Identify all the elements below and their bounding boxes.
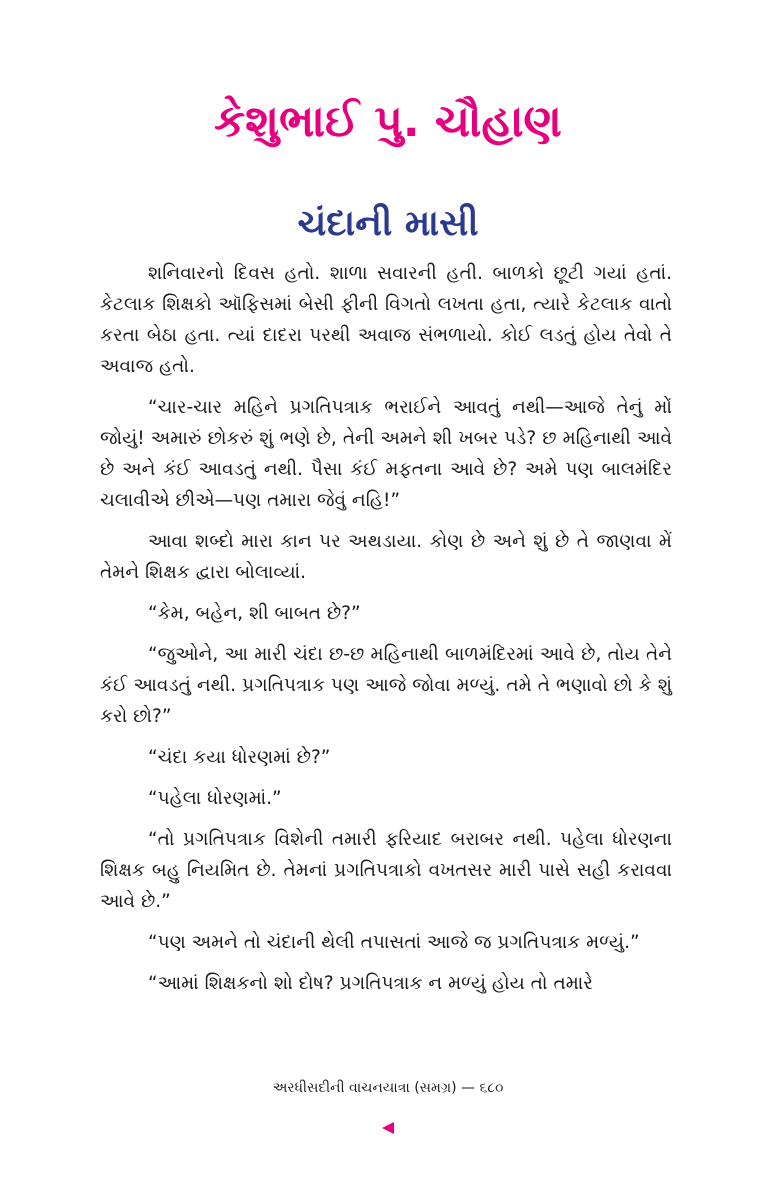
page-footer: અરધીસદીની વાચનયાત્રા (સમગ્ર) — ૬૮૦ [272, 1080, 504, 1096]
left-triangle-icon[interactable] [380, 1120, 396, 1136]
paragraph: “પણ અમને તો ચંદાની થેલી તપાસતાં આજે જ પ્રગતિપત્રાક મળ્યું.” [148, 932, 640, 953]
paragraph: “આમાં શિક્ષકનો શો દોષ? પ્રગતિપત્રાક ન મળ્યું હોય તો તમારે [148, 973, 593, 994]
paragraph: આવા શબ્દો મારા કાન પર અથડાયા. કોણ છે અને શું છે તે જાણવા મેં તેમને શિક્ષક દ્વારા બોલાવ્યાં. [100, 531, 672, 583]
author-name: કેશુભાઈ પુ. ચૌહાણ [214, 96, 562, 147]
paragraph: “તો પ્રગતિપત્રાક વિશેની તમારી ફરિયાદ બરાબર નથી. પહેલા ધોરણના શિક્ષક બહુ નિયમિત છે. તેમનાં પ્રગતિપત્રાકો વખતસર મારી પાસે સહી કરાવવા આવે છે.” [100, 829, 672, 912]
story-body [100, 258, 672, 1009]
paragraph: “ચંદા કયા ધોરણમાં છે?” [148, 747, 331, 768]
paragraph: “જુઓને, આ મારી ચંદા છ-છ મહિનાથી બાળમંદિરમાં આવે છે, તોય તેને કંઈ આવડતું નથી. પ્રગતિપત્રાક પણ આજે જોવા મળ્યું. તમે તે ભણાવો છો કે શું કરો છો?” [100, 644, 672, 727]
paragraph: “કેમ, બહેન, શી બાબત છે?” [148, 603, 361, 624]
paragraph: “પહેલા ધોરણમાં.” [148, 788, 282, 809]
paragraph: “ચાર-ચાર મહિને પ્રગતિપત્રાક ભરાઈને આવતું નથી—આજે તેનું મોં જોયું! અમારું છોકરું શું ભણે છે, તેની અમને શી ખબર પડે? છ મહિનાથી આવે છે અને કંઈ આવડતું નથી. પૈસા કંઈ મફતના આવે છે? અમે પણ બાલમંદિર ચલાવીએ છીએ—પણ તમારા જેવું નહિ!” [100, 397, 672, 511]
story-title: ચંદાની માસી [297, 203, 479, 244]
paragraph: શનિવારનો દિવસ હતો. શાળા સવારની હતી. બાળકો છૂટી ગયાં હતાં. કેટલાક શિક્ષકો ઑફિસમાં બેસી ફીની વિગતો લખતા હતા, ત્યારે કેટલાક વાતો કરતા બેઠા હતા. ત્યાં દાદરા પરથી અવાજ સંભળાયો. કોઈ લડતું હોય તેવો તે અવાજ હતો. [100, 263, 672, 377]
